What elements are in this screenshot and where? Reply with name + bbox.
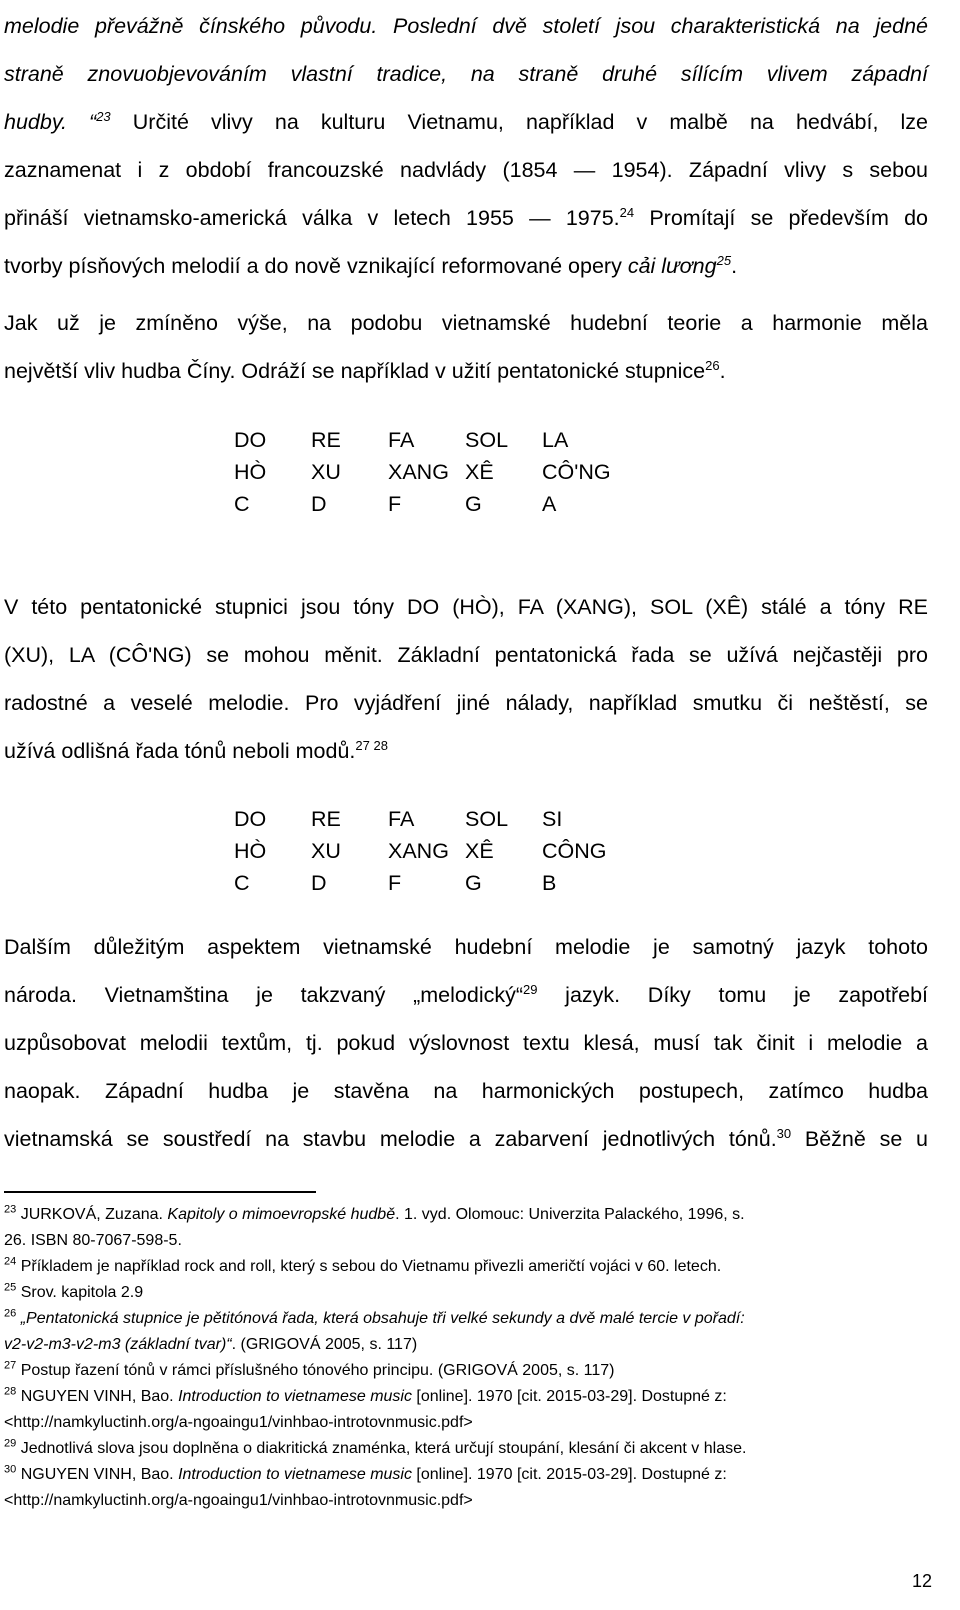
scale-cell: DO [234, 807, 267, 831]
footnote-number: 27 [4, 1359, 17, 1372]
footnote-ref-24[interactable]: 24 [619, 204, 635, 220]
text-span: . [731, 254, 738, 278]
text-line [4, 146, 928, 194]
footnote-26-cont [4, 1332, 934, 1358]
paragraph-4 [4, 923, 928, 1163]
footnote-ref-30[interactable]: 30 [776, 1125, 792, 1141]
footnote-text: NGUYEN VINH, Bao. [16, 1388, 179, 1405]
scale-cell: G [465, 492, 482, 516]
footnote-ref-27-28[interactable]: 27 28 [355, 737, 388, 753]
scale-row-solfege [234, 424, 662, 456]
text-line: Jak už je zmíněno výše, na podobu vietnamské hudební teorie a harmonie měla [4, 311, 928, 335]
footnote-text: [online]. 1970 [cit. 2015-03-29]. Dostupné z: [411, 1466, 727, 1483]
text-span: Určité vlivy na kulturu Vietnamu, například v malbě na hedvábí, lze [110, 110, 928, 134]
scale-cell: SI [542, 807, 563, 831]
text-line: melodie převážně čínského původu. Poslední dvě století jsou charakteristická na jedné [4, 14, 928, 38]
text-line [4, 98, 928, 146]
scale-cell: C [234, 871, 250, 895]
scale-cell: LA [542, 428, 569, 452]
text-line: straně znovuobjevováním vlastní tradice, na straně druhé sílícím vlivem západní [4, 62, 928, 86]
footnote-24 [4, 1254, 934, 1280]
scale-cell: G [465, 871, 482, 895]
footnote-title: Kapitoly o mimoevropské hudbě [167, 1206, 396, 1223]
scale-cell: CÔ'NG [542, 460, 611, 484]
scale-cell: XÊ [465, 460, 494, 484]
scale-cell: HÒ [234, 460, 267, 484]
footnote-23-cont [4, 1228, 934, 1254]
scale-cell: XÊ [465, 839, 494, 863]
footnote-number: 24 [4, 1255, 17, 1268]
text-line [4, 347, 928, 395]
scale-cell: DO [234, 428, 267, 452]
scale-cell: XU [311, 839, 341, 863]
paragraph-3 [4, 583, 928, 775]
text-line [4, 194, 928, 242]
text-line: V této pentatonické stupnici jsou tóny DO (HÒ), FA (XANG), SOL (XÊ) stálé a tóny RE [4, 595, 928, 619]
footnote-23 [4, 1202, 934, 1228]
footnote-ref-29[interactable]: 29 [523, 981, 538, 997]
text-line [4, 242, 928, 290]
footnote-text: . 1. vyd. Olomouc: Univerzita Palackého, 1996, s. [395, 1206, 745, 1223]
text-span: . [719, 359, 726, 383]
footnote-text: Postup řazení tónů v rámci příslušného tónového principu. (GRIGOVÁ 2005, s. 117) [16, 1362, 615, 1379]
footnote-30-url [4, 1488, 934, 1514]
text-span: vietnamská se soustředí na stavbu melodie a zabarvení jednotlivých tónů. [4, 1127, 777, 1151]
text-line: naopak. Západní hudba je stavěna na harmonických postupech, zatímco hudba [4, 1079, 928, 1103]
footnote-text: [online]. 1970 [cit. 2015-03-29]. Dostupné z: [411, 1388, 727, 1405]
scale-cell: XANG [388, 839, 449, 863]
footnote-text: Srov. kapitola 2.9 [16, 1284, 144, 1301]
scale-row-solfege [234, 803, 662, 835]
page-number: 12 [911, 1571, 932, 1591]
footnote-number: 23 [4, 1203, 17, 1216]
pentatonic-scale-table-2 [234, 803, 662, 899]
footnote-text: Příkladem je například rock and roll, který s sebou do Vietnamu přivezli američtí vojáci v 60. letech. [16, 1258, 722, 1275]
footnote-text: Jednotlivá slova jsou doplněna o diakritická znaménka, která určují stoupání, klesání či akcent v hlase. [16, 1440, 747, 1457]
scale-cell: HÒ [234, 839, 267, 863]
footnote-28 [4, 1384, 934, 1410]
scale-cell: RE [311, 428, 341, 452]
footnote-link[interactable]: <http://namkyluctinh.org/a-ngoaingu1/vinhbao-introtovnmusic.pdf> [4, 1492, 473, 1509]
scale-row-vietnamese [234, 835, 662, 867]
footnote-30 [4, 1462, 934, 1488]
footnote-ref-23[interactable]: 23 [96, 108, 111, 124]
text-span: přináší vietnamsko-americká válka v letech 1955 — 1975. [4, 206, 620, 230]
footnote-text: 26. ISBN 80-7067-598-5. [4, 1232, 182, 1249]
scale-cell: F [388, 871, 402, 895]
footnote-link[interactable]: <http://namkyluctinh.org/a-ngoaingu1/vinhbao-introtovnmusic.pdf> [4, 1414, 473, 1431]
scale-cell: A [542, 492, 557, 516]
scale-row-vietnamese [234, 456, 662, 488]
text-line: Dalším důležitým aspektem vietnamské hudební melodie je samotný jazyk tohoto [4, 935, 928, 959]
scale-cell: B [542, 871, 557, 895]
footnote-number: 30 [4, 1463, 17, 1476]
footnote-quote: v2-v2-m3-v2-m3 (základní tvar)“ [4, 1336, 232, 1353]
scale-cell: SOL [465, 428, 509, 452]
footnote-text: NGUYEN VINH, Bao. [16, 1466, 179, 1483]
footnote-26 [4, 1306, 934, 1332]
text-span: Západní vlivy s sebou [672, 158, 928, 182]
footnote-ref-25[interactable]: 25 [716, 252, 732, 268]
text-line [4, 1115, 928, 1163]
text-span: národa. Vietnamština je takzvaný „melodický“ [4, 983, 524, 1007]
footnote-quote: „Pentatonická stupnice je pětitónová řada, která obsahuje tři velké sekundy a dvě malé tercie v pořadí: [16, 1310, 745, 1327]
text-span: zaznamenat i z období francouzské nadvlády (1854 — 1954). [4, 158, 673, 182]
text-span: užívá odlišná řada tónů neboli modů. [4, 739, 356, 763]
text-span: tvorby písňových melodií a do nově vznikající reformované opery [4, 254, 628, 278]
scale-cell: XANG [388, 460, 449, 484]
footnote-ref-26[interactable]: 26 [705, 357, 720, 373]
text-span: Běžně se u [791, 1127, 929, 1151]
pentatonic-scale-table-1 [234, 424, 662, 520]
footnote-title: Introduction to vietnamese music [178, 1388, 412, 1405]
scale-row-letters [234, 867, 662, 899]
footnote-27 [4, 1358, 934, 1384]
scale-cell: RE [311, 807, 341, 831]
text-span: největší vliv hudba Číny. Odráží se například v užití pentatonické stupnice [4, 359, 706, 383]
scale-cell: C [234, 492, 250, 516]
footnotes [4, 1202, 934, 1514]
footnote-text: . (GRIGOVÁ 2005, s. 117) [231, 1336, 418, 1353]
scale-cell: CÔNG [542, 839, 607, 863]
opera-term: cải lương [627, 254, 717, 278]
footnote-number: 29 [4, 1437, 17, 1450]
scale-cell: FA [388, 428, 415, 452]
text-span: hudby. “ [4, 110, 97, 134]
scale-row-letters [234, 488, 662, 520]
footnote-separator [4, 1191, 316, 1193]
text-line: radostné a veselé melodie. Pro vyjádření jiné nálady, například smutku či neštěstí, se [4, 691, 928, 715]
scale-cell: D [311, 492, 327, 516]
paragraph-2 [4, 299, 928, 395]
footnote-28-url [4, 1410, 934, 1436]
scale-cell: FA [388, 807, 415, 831]
scale-cell: F [388, 492, 402, 516]
footnote-text: JURKOVÁ, Zuzana. [16, 1206, 168, 1223]
scale-cell: D [311, 871, 327, 895]
footnote-25 [4, 1280, 934, 1306]
scale-cell: SOL [465, 807, 509, 831]
footnote-number: 25 [4, 1281, 17, 1294]
text-line: uzpůsobovat melodii textům, tj. pokud výslovnost textu klesá, musí tak činit i melodie a [4, 1031, 928, 1055]
footnote-title: Introduction to vietnamese music [178, 1466, 412, 1483]
text-line: (XU), LA (CÔ'NG) se mohou měnit. Základní pentatonická řada se užívá nejčastěji pro [4, 643, 928, 667]
footnote-29 [4, 1436, 934, 1462]
text-line [4, 727, 928, 775]
footnote-number: 28 [4, 1385, 17, 1398]
text-span: Promítají se především do [634, 206, 929, 230]
text-line [4, 971, 928, 1019]
paragraph-1 [4, 2, 928, 290]
scale-cell: XU [311, 460, 341, 484]
text-span: jazyk. Díky tomu je zapotřebí [537, 983, 928, 1007]
footnote-number: 26 [4, 1307, 17, 1320]
